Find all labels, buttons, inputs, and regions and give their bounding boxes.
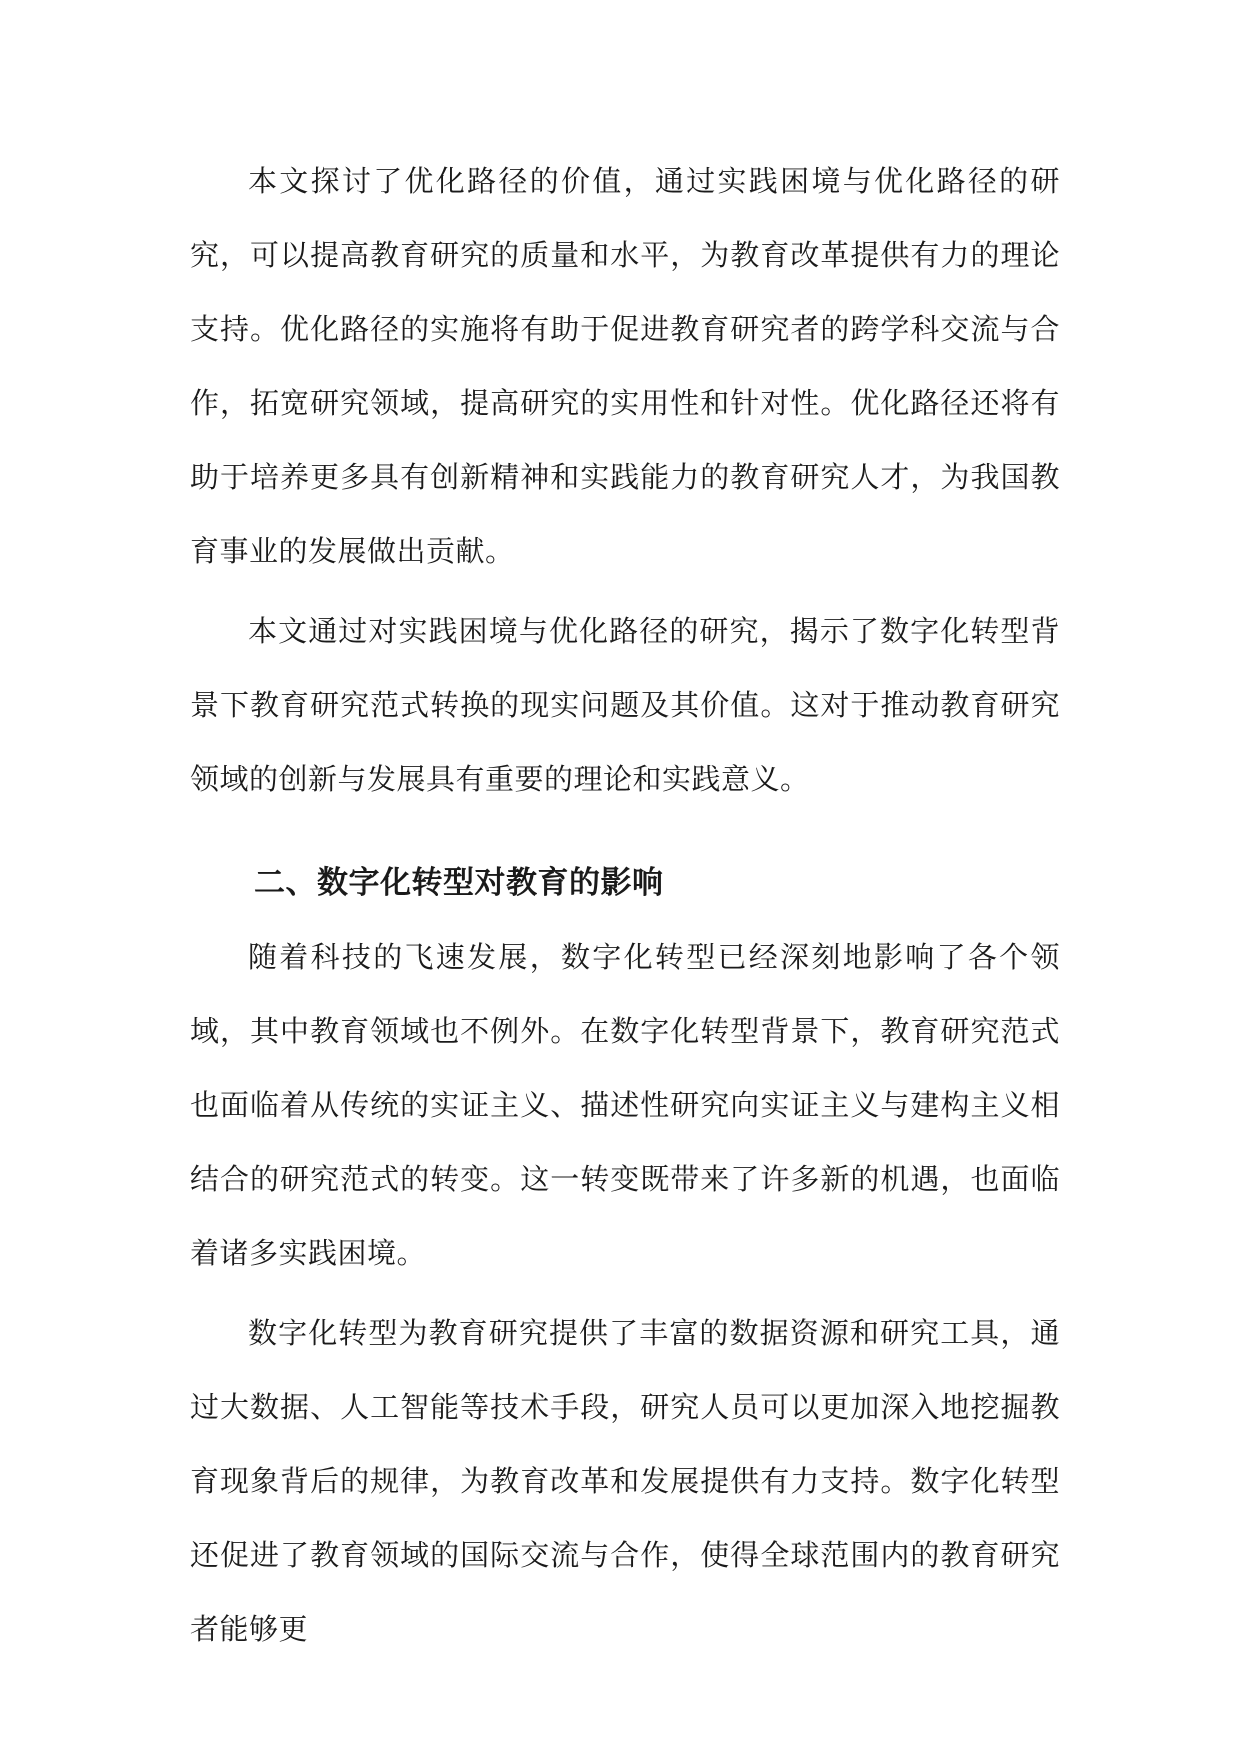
body-paragraph: 本文通过对实践困境与优化路径的研究，揭示了数字化转型背景下教育研究范式转换的现实问题及其价值。这对于推动教育研究领域的创新与发展具有重要的理论和实践意义。 — [190, 614, 1060, 796]
section-gap — [190, 816, 1060, 846]
body-paragraph: 本文探讨了优化路径的价值，通过实践困境与优化路径的研究，可以提高教育研究的质量和水平，为教育改革提供有力的理论支持。优化路径的实施将有助于促进教育研究者的跨学科交流与合作，拓宽研究领域，提高研究的实用性和针对性。优化路径还将有助于培养更多具有创新精神和实践能力的教育研究人才，为我国教育事业的发展做出贡献。 — [190, 164, 1060, 568]
document-body — [190, 144, 1060, 1666]
section-heading: 二、数字化转型对教育的影响 — [254, 865, 664, 901]
body-paragraph: 数字化转型为教育研究提供了丰富的数据资源和研究工具，通过大数据、人工智能等技术手段，研究人员可以更加深入地挖掘教育现象背后的规律，为教育改革和发展提供有力支持。数字化转型还促进了教育领域的国际交流与合作，使得全球范围内的教育研究者能够更 — [190, 1316, 1060, 1646]
body-paragraph: 随着科技的飞速发展，数字化转型已经深刻地影响了各个领域，其中教育领域也不例外。在数字化转型背景下，教育研究范式也面临着从传统的实证主义、描述性研究向实证主义与建构主义相结合的研究范式的转变。这一转变既带来了许多新的机遇，也面临着诸多实践困境。 — [190, 940, 1060, 1270]
